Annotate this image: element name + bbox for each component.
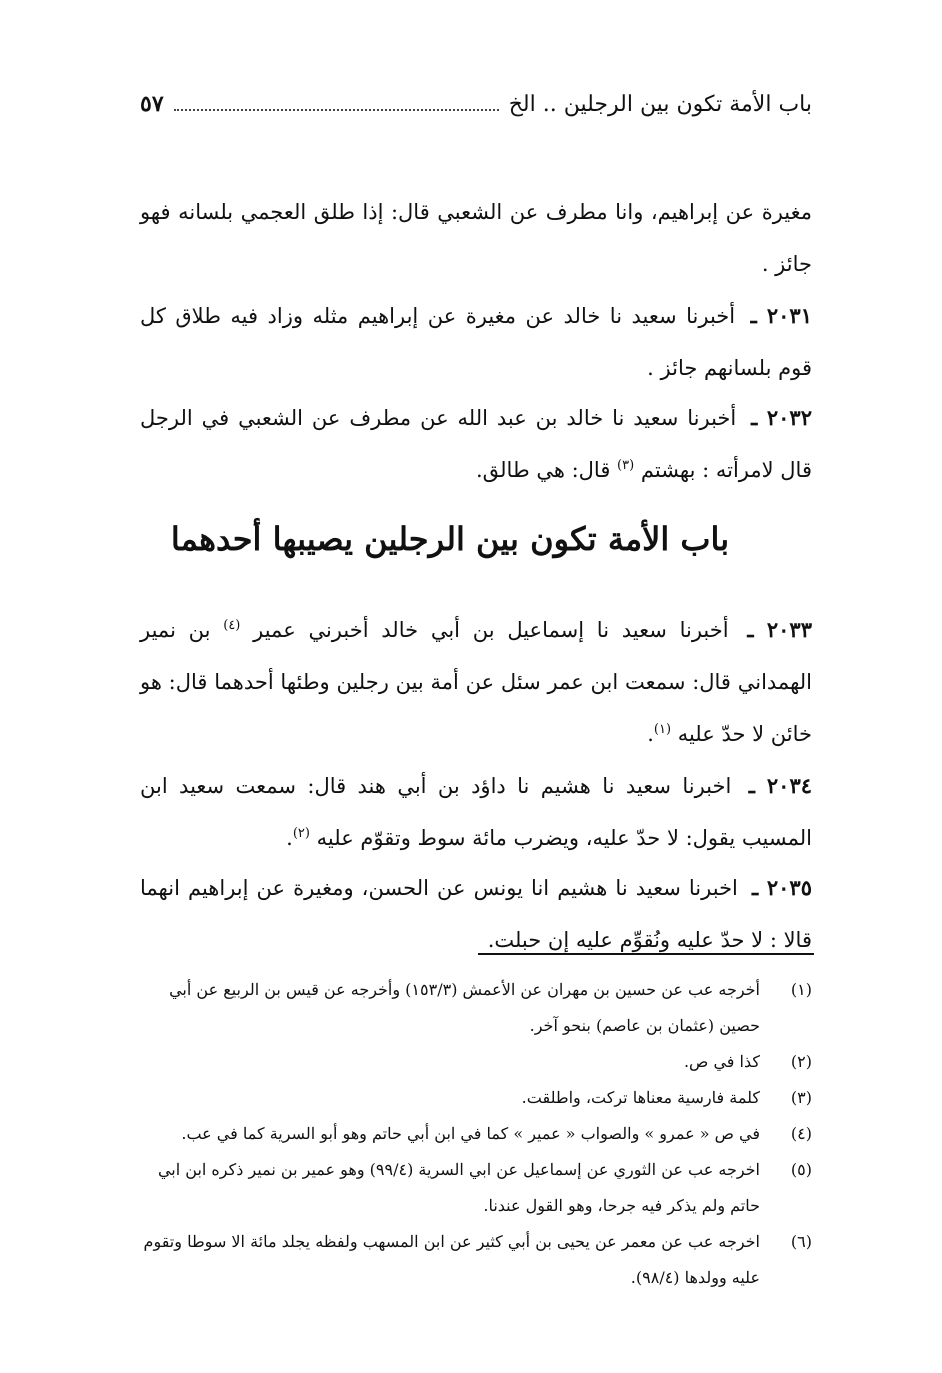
hadith-2035 (140, 862, 812, 966)
footnote-text: اخرجه عب عن معمر عن يحيى بن أبي كثير عن ابن المسهب ولفظه يجلد مائة الا سوطا وتقوم عليه وولدها (٩٨/٤). (143, 1232, 760, 1287)
footnote (140, 1152, 812, 1224)
page-number: ٥٧ (140, 91, 164, 117)
page-header (140, 86, 812, 122)
hadith-2031 (140, 290, 812, 394)
hadith-text: اخبرنا سعيد نا هشيم انا يونس عن الحسن، ومغيرة عن إبراهيم انهما قالا : لا حدّ عليه ونُقوِّم عليه إن حبلت. (140, 876, 812, 952)
hadith-number: ٢٠٣١ ـ (750, 303, 812, 328)
footnote-mark: (٣) (790, 1088, 812, 1107)
footnote-ref: (٤) (223, 618, 241, 633)
footnote-separator (478, 953, 814, 955)
paragraph-text: مغيرة عن إبراهيم، وانا مطرف عن الشعبي قال: إذا طلق العجمي بلسانه فهو جائز . (140, 200, 812, 276)
footnote-mark: (٦) (790, 1232, 812, 1251)
hadith-text: بن نمير الهمداني قال: سمعت ابن عمر سئل عن أمة بين رجلين وطئها أحدهما قال: هو خائن لا حدّ عليه (140, 618, 812, 746)
footnote-text: كلمة فارسية معناها تركت، واطلقت. (521, 1088, 760, 1107)
hadith-number: ٢٠٣٥ ـ (752, 875, 812, 900)
footnote-text: كذا في ص. (683, 1052, 760, 1071)
footnote-mark: (٤) (790, 1124, 812, 1143)
hadith-text: قال: هي طالق. (475, 458, 611, 482)
footnote (140, 1044, 812, 1080)
footnote-mark: (١) (790, 980, 812, 999)
hadith-text: اخبرنا سعيد نا هشيم نا داؤد بن أبي هند قال: سمعت سعيد ابن المسيب يقول: لا حدّ عليه، ويضرب مائة سوط وتقوّم عليه (140, 774, 812, 850)
footnote (140, 1080, 812, 1116)
hadith-2034 (140, 760, 812, 864)
hadith-text: . (286, 826, 293, 850)
footnote-text: اخرجه عب عن الثوري عن إسماعيل عن ابي السرية (٩٩/٤) وهو عمير بن نمير ذكره ابن ابي حاتم ولم يذكر فيه جرحا، وهو القول عندنا. (157, 1160, 760, 1215)
hadith-text: أخبرنا سعيد نا خالد عن مغيرة عن إبراهيم مثله وزاد فيه طلاق كل قوم بلسانهم جائز . (140, 304, 812, 380)
dotted-leader (174, 109, 499, 111)
running-title: باب الأمة تكون بين الرجلين .. الخ (508, 91, 812, 117)
hadith-text: أخبرنا سعيد نا خالد بن عبد الله عن مطرف عن الشعبي في الرجل قال لامرأته : بهشتم (140, 406, 812, 482)
footnote (140, 1116, 812, 1152)
footnote (140, 1224, 812, 1296)
footnote-mark: (٢) (790, 1052, 812, 1071)
footnote-ref: (٢) (292, 826, 310, 841)
paragraph-continuation (140, 186, 812, 290)
section-heading: باب الأمة تكون بين الرجلين يصيبها أحدهما (170, 520, 730, 558)
hadith-2032 (140, 392, 812, 496)
hadith-2033 (140, 604, 812, 760)
hadith-number: ٢٠٣٢ ـ (751, 405, 812, 430)
footnote-ref: (٣) (617, 458, 635, 473)
footnote-ref: (١) (653, 722, 672, 737)
footnote-mark: (٥) (790, 1160, 812, 1179)
footnote (140, 972, 812, 1044)
hadith-text: أخبرنا سعيد نا إسماعيل بن أبي خالد أخبرني عمير (253, 618, 729, 642)
footnote-text: أخرجه عب عن حسين بن مهران عن الأعمش (١٥٣/٣) وأخرجه عن قيس بن الربيع عن أبي حصين (عثمان بن عاصم) بنحو آخر. (169, 980, 760, 1035)
hadith-number: ٢٠٣٣ ـ (747, 617, 812, 642)
footnote-text: في ص « عمرو » والصواب « عمير » كما في ابن أبي حاتم وهو أبو السرية كما في عب. (181, 1124, 760, 1143)
hadith-number: ٢٠٣٤ ـ (748, 773, 813, 798)
hadith-text: . (647, 722, 654, 746)
footnotes (140, 972, 812, 1296)
